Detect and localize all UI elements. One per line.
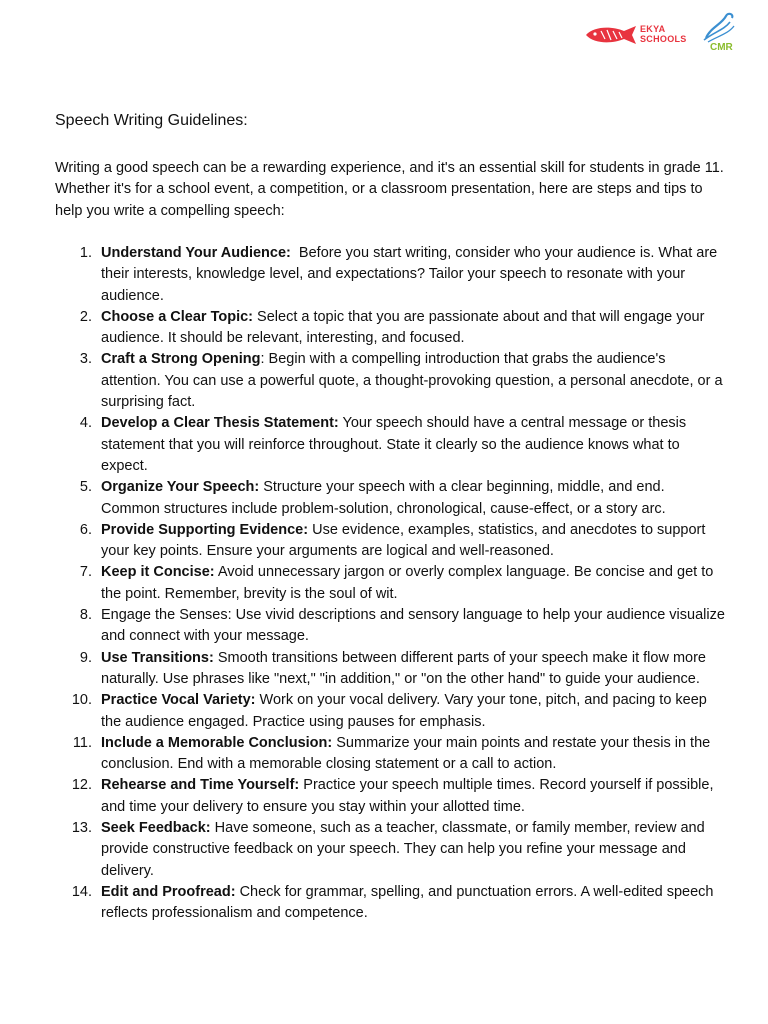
list-item-heading: Provide Supporting Evidence: (101, 521, 309, 538)
list-item-number: 3. (79, 351, 92, 368)
list-item-text: Use evidence, examples, statistics, and anecdotes to support your key points. Ensure your arguments are logical and well-reasoned. (101, 521, 710, 560)
list-item-text: Avoid unnecessary jargon or overly complex language. Be concise and get to the point. Remember, brevity is the soul of wit. (101, 564, 718, 602)
list-item (55, 648, 725, 691)
ekya-schools-logo (584, 22, 686, 48)
list-item (55, 818, 725, 882)
list-item-text: Check for grammar, spelling, and punctuation errors. A well-edited speech reflects professionalism and competence. (101, 883, 718, 922)
list-item-text: Select a topic that you are passionate about and that will engage your audience. It should be relevant, interesting, and focused. (101, 308, 709, 347)
list-item-number: 6. (79, 521, 92, 538)
cmr-logo-text: CMR (710, 42, 733, 53)
ekya-logo-text: EKYA (640, 24, 666, 34)
schools-logo-text: SCHOOLS (640, 34, 687, 44)
list-item-number: 4. (79, 415, 92, 432)
list-item-number: 7. (79, 564, 92, 581)
list-item-number: 14. (71, 883, 92, 900)
list-item (55, 562, 725, 605)
list-item-text: Smooth transitions between different parts of your speech make it flow more naturally. Use phrases like "next," "in addition," or "on the other hand" to guide your audience. (101, 649, 711, 687)
fish-icon (584, 22, 638, 48)
list-item-text: Have someone, such as a teacher, classmate, or family member, review and provide constructive feedback on your speech. They can help you refine your message and delivery. (101, 820, 709, 879)
list-item-number: 9. (79, 649, 92, 666)
list-item-heading: Choose a Clear Topic: (101, 308, 254, 325)
list-item-number: 10. (71, 692, 92, 709)
list-item-number: 12. (71, 777, 92, 794)
list-item-text: Engage the Senses: Use vivid descriptions and sensory language to help your audience visualize and connect with your message. (101, 607, 729, 645)
page-title: Speech Writing Guidelines: (55, 112, 248, 129)
list-item-heading: Edit and Proofread: (101, 883, 236, 900)
list-item-heading: Understand Your Audience: (101, 245, 291, 261)
list-item (55, 243, 725, 307)
list-item (55, 733, 725, 776)
list-item-number: 11. (72, 734, 92, 751)
list-item-heading: Craft a Strong Opening (101, 351, 261, 368)
intro-paragraph: Writing a good speech can be a rewarding experience, and it's an essential skill for students in grade 11. Whether it's for a school event, a competition, or a classroom presentation, here are steps and tips to help you write a compelling speech: (55, 160, 724, 219)
list-item-text: Before you start writing, consider who your audience is. What are their interests, knowledge level, and expectations? Tailor your speech to resonate with your audience. (101, 245, 722, 304)
list-item-number: 8. (79, 607, 92, 624)
list-item (55, 349, 725, 413)
list-item-text: Work on your vocal delivery. Vary your tone, pitch, and pacing to keep the audience engaged. Practice using pauses for emphasis. (101, 692, 711, 730)
guidelines-list (55, 243, 729, 925)
list-item (55, 307, 725, 350)
list-item (55, 775, 725, 818)
list-item-number: 1. (79, 245, 92, 261)
swan-icon (700, 12, 740, 44)
list-item-heading: Practice Vocal Variety: (101, 692, 256, 709)
list-item-text: Structure your speech with a clear beginning, middle, and end. Common structures include problem-solution, chronological, cause-effect, or a story arc. (101, 479, 669, 517)
list-item-heading: Seek Feedback: (101, 820, 211, 837)
list-item-heading: Include a Memorable Conclusion: (101, 734, 333, 751)
list-item-text: Summarize your main points and restate your thesis in the conclusion. End with a memorable closing statement or a call to action. (101, 734, 715, 773)
list-item-number: 2. (79, 308, 92, 325)
list-item (55, 690, 725, 733)
list-item (55, 520, 725, 563)
list-item-text: : Begin with a compelling introduction that grabs the audience's attention. You can use a powerful quote, a thought-provoking question, a personal anecdote, or a surprising fact. (101, 351, 727, 411)
list-item-heading: Develop a Clear Thesis Statement: (101, 415, 339, 432)
list-item (55, 605, 729, 648)
list-item-number: 5. (79, 479, 92, 496)
list-item-heading: Rehearse and Time Yourself: (101, 777, 300, 794)
list-item-heading: Organize Your Speech: (101, 479, 260, 496)
list-item-heading: Keep it Concise: (101, 564, 215, 581)
list-item (55, 477, 725, 520)
list-item-heading: Use Transitions: (101, 649, 214, 666)
list-item-text: Your speech should have a central message or thesis statement that you will reinforce throughout. State it clearly so the audience knows what to expect. (101, 415, 691, 474)
list-item (55, 882, 725, 925)
list-item-text: Practice your speech multiple times. Record yourself if possible, and time your delivery to ensure you stay within your allotted time. (101, 777, 718, 815)
list-item (55, 413, 725, 477)
cmr-logo (700, 12, 748, 58)
list-item-number: 13. (71, 820, 92, 837)
